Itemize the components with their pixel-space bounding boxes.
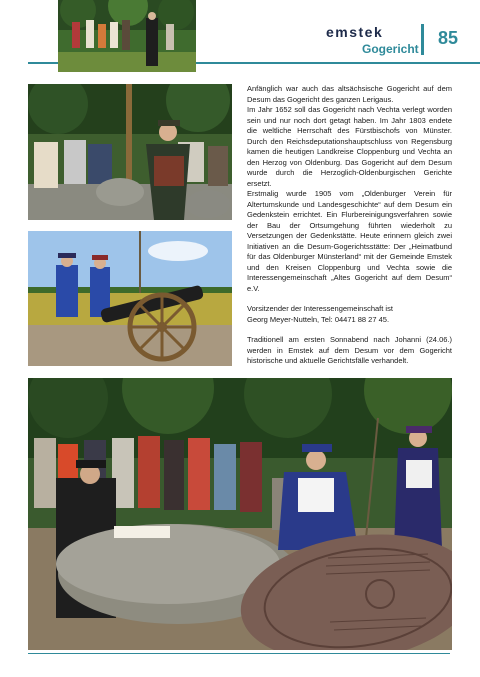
brand-logo: emstek bbox=[326, 24, 384, 40]
court-session-photo bbox=[28, 378, 452, 650]
contact-line-1: Vorsitzender der Interessengemeinschaft ist bbox=[247, 304, 393, 313]
page-number: 85 bbox=[438, 28, 459, 48]
cannon-soldiers-photo bbox=[28, 231, 232, 366]
judge-in-crowd-photo bbox=[28, 84, 232, 220]
paragraph-intro: Anfänglich war auch das altsächsische Gogericht auf dem Desum das Gogericht des ganzen Lerigaus. bbox=[247, 84, 452, 104]
crowd-gathering-photo bbox=[58, 0, 196, 72]
footer-rule bbox=[28, 653, 450, 654]
contact-line-2: Georg Meyer-Nutteln, Tel: 04471 88 27 45. bbox=[247, 314, 390, 324]
paragraph-tradition: Traditionell am ersten Sonnabend nach Johanni (24.06.) werden in Emstek auf dem Desum vor dem Gogericht historische und aktuelle Gerichtsfälle verhandelt. bbox=[247, 335, 452, 365]
paragraph-memorial: Erstmalig wurde 1905 vom „Oldenburger Verein für Altertumskunde und Landesgeschichte“ auf dem Desum ein Gedenkstein errichtet. Ein Flurbereinigungsverfahren sowie der Bau der Ortsumgehung führten wiederholt zu Versetzungen der Gedenkstätte. Heute erinnern gleich zwei Initiativen an die Desum-Gogerichtsstätte: Der „Heimatbund für das Oldenburger Münsterland“ mit der Gemeinde Emstek und den Kreisen Cloppenburg und Vechta sowie die Interessengemeinschaft „Altes Gogericht auf dem Desum“ e.V. bbox=[247, 189, 452, 293]
header-divider bbox=[421, 24, 424, 55]
paragraph-history: Im Jahr 1652 soll das Gogericht nach Vechta verlegt worden sein und nur noch dort getagt haben. Im Jahr 1803 endete die weltliche Herrschaft des Fürstbischofs von Münster. Durch den Reichsdeputationshauptschluss von Regensburg kamen die heutigen Landkreise Cloppenburg und Vechta an den Herzog von Oldenburg. Das Gogericht auf dem Desum wurde durch die Herzoglich-Oldenburgischen Gerichte ersetzt. bbox=[247, 105, 452, 188]
article-text bbox=[247, 84, 452, 377]
section-title: Gogericht bbox=[362, 42, 419, 56]
